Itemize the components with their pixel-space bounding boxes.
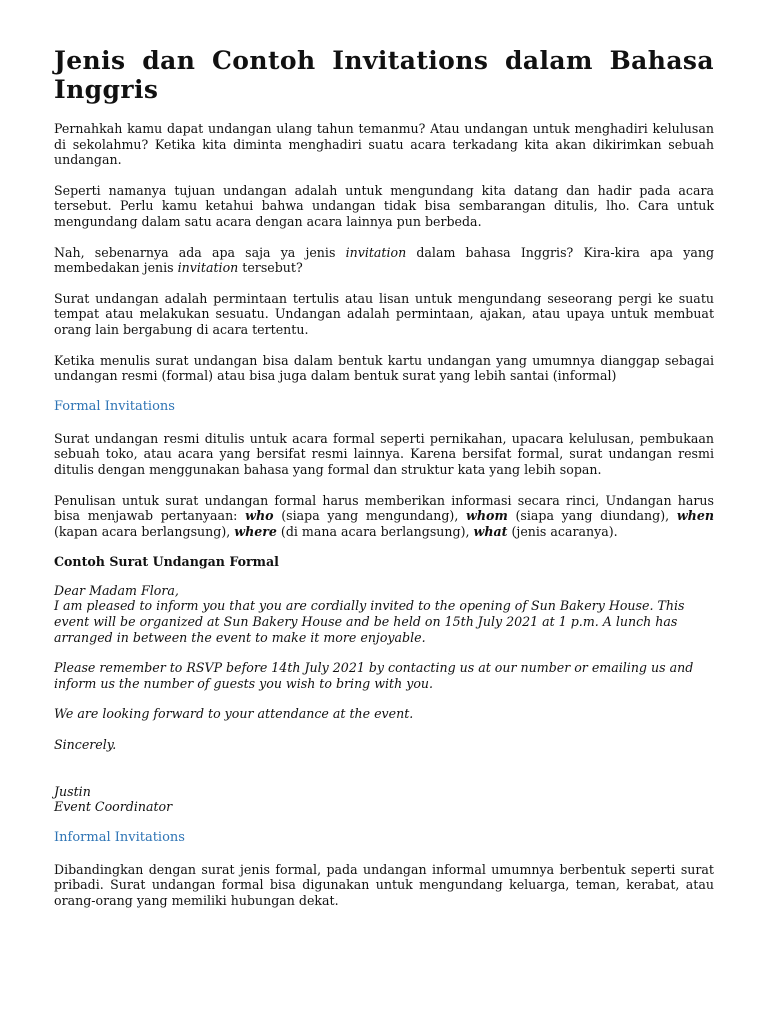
formal-paragraph-1: Surat undangan resmi ditulis untuk acara formal seperti pernikahan, upacara kelulusan, pembukaan sebuah toko, atau acara yang bersifat resmi lainnya. Karena bersifat formal, surat undangan resmi ditulis dengan menggunakan bahasa yang formal dan struktur kata yang lebih sopan.	[54, 430, 714, 477]
informal-paragraph-1: Dibandingkan dengan surat jenis formal, pada undangan informal umumnya berbentuk seperti surat pribadi. Surat undangan formal bisa digunakan untuk mengundang keluarga, teman, kerabat, atau orang-orang yang memiliki hubungan dekat.	[54, 861, 714, 908]
keyword-what: what	[473, 523, 508, 539]
keyword-who: who	[245, 508, 274, 524]
forms-paragraph: Ketika menulis surat undangan bisa dalam bentuk kartu undangan yang umumnya dianggap sebagai undangan resmi (formal) atau bisa juga dalam bentuk surat yang lebih santai (informal)	[54, 352, 714, 384]
example-label: Contoh Surat Undangan Formal	[54, 554, 279, 570]
term-invitation-1: invitation	[345, 244, 407, 260]
question-paragraph	[54, 245, 714, 276]
definition-paragraph: Surat undangan adalah permintaan tertulis atau lisan untuk mengundang seseorang pergi ke suatu tempat atau melakukan sesuatu. Undangan adalah permintaan, ajakan, atau upaya untuk membuat orang lain bergabung di acara tertentu.	[54, 290, 714, 337]
letter-body-2: Please remember to RSVP before 14th July 2021 by contacting us at our number or emailing us and inform us the number of guests you wish to bring with you.	[54, 660, 694, 691]
formal-p2-text-e: (di mana acara berlangsung),	[276, 523, 474, 539]
page-title: Jenis dan Contoh Invitations dalam Bahasa Inggris	[54, 46, 714, 104]
letter-closing: Sincerely.	[54, 737, 117, 753]
question-text-c: tersebut?	[238, 260, 303, 276]
formal-p2-text-f: (jenis acaranya).	[507, 523, 618, 539]
question-text-b: dalam bahasa Inggris? Kira-kira apa yang membedakan jenis	[54, 244, 715, 276]
formal-paragraph-2	[54, 493, 714, 540]
intro-paragraph-1: Pernahkah kamu dapat undangan ulang tahun temanmu? Atau undangan untuk menghadiri kelulusan di sekolahmu? Ketika kita diminta menghadiri suatu acara terkadang kita akan dikirimkan sebuah undangan.	[54, 121, 714, 168]
formal-p2-text-c: (siapa yang diundang),	[507, 508, 677, 524]
formal-invitations-heading: Formal Invitations	[54, 398, 175, 414]
document-page	[54, 46, 714, 924]
question-text-a: Nah, sebenarnya ada apa saja ya jenis	[54, 244, 346, 260]
keyword-whom: whom	[466, 508, 508, 524]
intro-paragraph-2: Seperti namanya tujuan undangan adalah untuk mengundang kita datang dan hadir pada acara tersebut. Perlu kamu ketahui bahwa undangan tidak bisa sembarangan ditulis, lho. Cara untuk mengundang dalam satu acara dengan acara lainnya pun berbeda.	[54, 182, 714, 229]
formal-p2-text-d: (kapan acara berlangsung),	[54, 523, 235, 539]
example-letter	[54, 583, 714, 815]
letter-salutation: Dear Madam Flora,	[54, 582, 179, 598]
formal-p2-text-a: Penulisan untuk surat undangan formal harus memberikan informasi secara rinci, Undangan harus bisa menjawab pertanyaan:	[54, 492, 714, 524]
letter-body-3: We are looking forward to your attendance at the event.	[54, 706, 414, 722]
keyword-where: where	[234, 523, 277, 539]
letter-signer-role: Event Coordinator	[54, 799, 173, 815]
informal-invitations-heading: Informal Invitations	[54, 829, 185, 845]
keyword-when: when	[676, 508, 714, 524]
letter-body-1: I am pleased to inform you that you are cordially invited to the opening of Sun Bakery House. This event will be organized at Sun Bakery House and be held on 15th July 2021 at 1 p.m. A lunch has arranged in between the event to make it more enjoyable.	[54, 598, 685, 645]
letter-signer-name: Justin	[54, 783, 91, 799]
signature-space	[54, 768, 714, 784]
term-invitation-2: invitation	[177, 260, 239, 276]
formal-p2-text-b: (siapa yang mengundang),	[273, 508, 467, 524]
